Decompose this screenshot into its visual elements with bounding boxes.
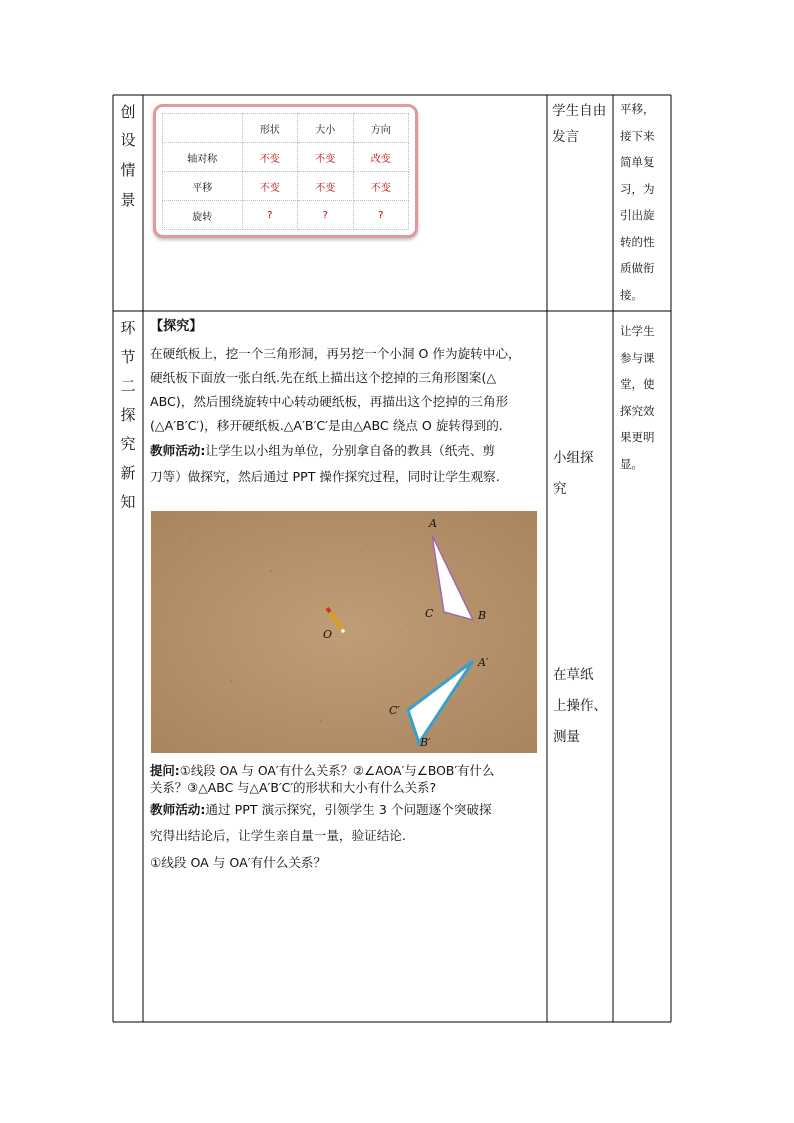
table-header <box>163 114 243 143</box>
teacher-activity-text: 让学生以小组为单位，分别拿自备的教具（纸壳、剪 <box>205 443 496 458</box>
row2-student-activity-1 <box>553 443 611 505</box>
row2-notes <box>620 318 668 477</box>
label-b: B <box>478 609 487 622</box>
table-row-label: 平移 <box>163 172 243 201</box>
question-text: ①线段 OA 与 OA′有什么关系？②∠AOA′与∠BOB′有什么 <box>179 763 495 778</box>
teacher-activity-2-text: 究得出结论后，让学生亲自量一量，验证结论. <box>150 828 406 843</box>
label-b-prime: B′ <box>420 736 431 749</box>
table-row-label: 轴对称 <box>163 143 243 172</box>
row2-label-char: 新 <box>120 464 136 482</box>
student-activity-line: 上操作、 <box>553 698 607 714</box>
note-line: 参与课 <box>620 350 655 365</box>
note-line: 习，为 <box>620 181 655 196</box>
row1-label-char: 创 <box>120 103 136 121</box>
teacher-activity-2-label: 教师活动: <box>150 802 206 817</box>
rotation-figure-svg <box>151 511 537 753</box>
row1-notes <box>620 96 668 308</box>
cardboard-rotation-figure <box>151 511 537 753</box>
note-line: 让学生 <box>620 324 655 338</box>
table-row <box>163 201 409 230</box>
table-cell: 不变 <box>298 143 353 172</box>
note-line: 简单复 <box>620 155 655 169</box>
row2-label-char: 节 <box>120 348 136 366</box>
table-header: 形状 <box>242 114 297 143</box>
student-activity-line: 在草纸 <box>553 667 594 683</box>
section-heading: 【探究】 <box>150 319 203 334</box>
label-o: O <box>323 628 333 641</box>
table-cell: 改变 <box>353 143 408 172</box>
teacher-activity-2-text: 通过 PPT 演示探究，引领学生 3 个问题逐个突破探 <box>205 802 492 817</box>
comparison-table <box>162 113 409 230</box>
table-cell: ? <box>298 201 353 230</box>
row1-label-char: 情 <box>120 161 136 179</box>
teacher-activity-label: 教师活动: <box>150 443 206 458</box>
note-line: 质做衔 <box>620 261 655 275</box>
row2-label-char: 知 <box>120 493 136 511</box>
table-cell: ? <box>353 201 408 230</box>
question-label: 提问: <box>150 763 180 778</box>
comparison-table-card <box>153 104 418 238</box>
note-line: 引出旋 <box>620 208 655 222</box>
table-cell: ? <box>242 201 297 230</box>
label-a-prime: A′ <box>478 656 489 669</box>
student-activity-line: 小组探 <box>553 450 594 466</box>
teacher-activity-paragraph <box>150 438 542 490</box>
note-line: 堂，使 <box>620 377 655 391</box>
question-text: 关系？③△ABC 与△A′B′C′的形状和大小有什么关系? <box>150 780 437 795</box>
intro-line: 在硬纸板上，挖一个三角形洞，再另挖一个小洞 O 作为旋转中心， <box>150 346 521 361</box>
note-line: 转的性 <box>620 234 655 249</box>
table-cell: 不变 <box>353 172 408 201</box>
note-line: 接。 <box>620 287 643 302</box>
row1-label-char: 景 <box>120 191 136 209</box>
teacher-activity-2-paragraph <box>150 797 542 849</box>
intro-paragraph <box>150 342 540 438</box>
note-line: 显。 <box>620 456 643 471</box>
label-a: A <box>429 517 437 530</box>
final-question: ①线段 OA 与 OA′有什么关系？ <box>150 855 327 870</box>
row1-label-char: 设 <box>120 131 136 149</box>
intro-line: (△A′B′C′)，移开硬纸板.△A′B′C′是由△ABC 绕点 O 旋转得到的. <box>150 418 503 433</box>
note-line: 接下来 <box>620 128 655 143</box>
note-line: 平移， <box>620 102 655 116</box>
table-cell: 不变 <box>242 172 297 201</box>
row2-label-char: 环 <box>120 319 136 337</box>
table-cell: 不变 <box>242 143 297 172</box>
teacher-activity-text: 刀等）做探究，然后通过 PPT 操作探究过程，同时让学生观察. <box>150 469 500 484</box>
table-cell: 不变 <box>298 172 353 201</box>
table-row <box>163 114 409 143</box>
label-c: C <box>425 607 434 620</box>
row2-label-char: 二 <box>120 377 136 395</box>
table-row <box>163 143 409 172</box>
intro-line: ABC)，然后围绕旋转中心转动硬纸板，再描出这个挖掉的三角形 <box>150 394 509 409</box>
row2-student-activity-2 <box>553 660 613 753</box>
table-header: 大小 <box>298 114 353 143</box>
student-activity-line: 究 <box>553 481 567 497</box>
table-header: 方向 <box>353 114 408 143</box>
note-line: 探究效 <box>620 403 655 418</box>
intro-line: 硬纸板下面放一张白纸.先在纸上描出这个挖掉的三角形图案(△ <box>150 370 497 385</box>
row2-label-char: 究 <box>120 435 136 453</box>
student-activity-line: 测量 <box>553 729 580 745</box>
row2-label-char: 探 <box>120 406 136 424</box>
row1-student-activity: 学生自由发言 <box>552 103 607 145</box>
questions-paragraph <box>150 762 542 796</box>
label-c-prime: C′ <box>389 704 400 717</box>
note-line: 果更明 <box>620 430 655 444</box>
table-row <box>163 172 409 201</box>
table-row-label: 旋转 <box>163 201 243 230</box>
